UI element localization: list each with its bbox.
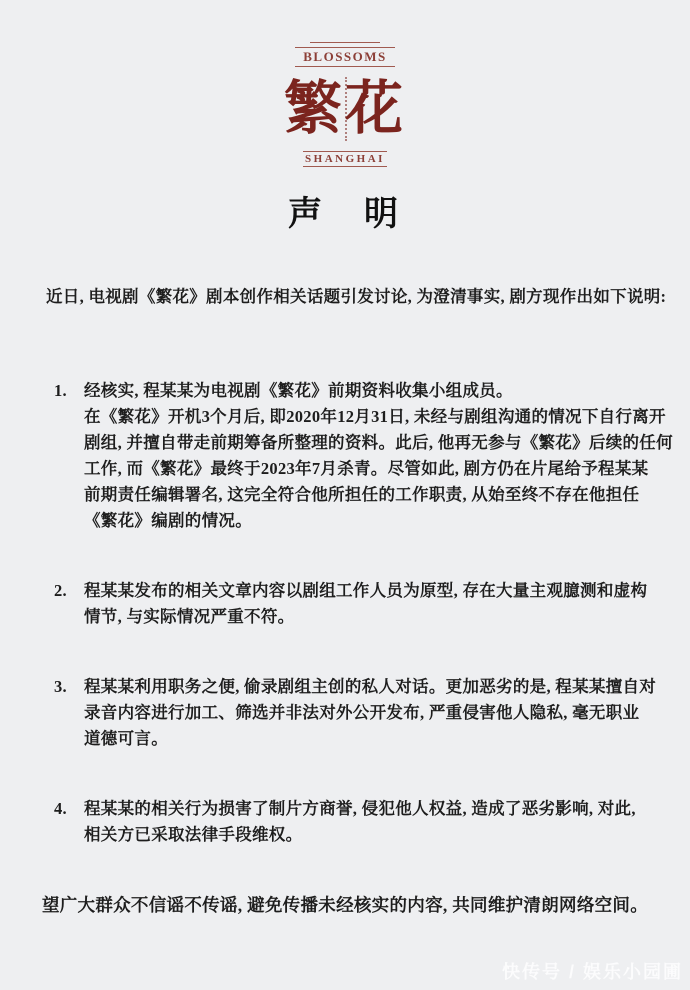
logo-shanghai-text: SHANGHAI (303, 151, 387, 167)
item-number: 1. (54, 380, 67, 400)
item-line: 道德可言。 (84, 728, 168, 748)
item-number: 4. (54, 798, 67, 818)
item-line: 录音内容进行加工、筛选并非法对外公开发布, 严重侵害他人隐私, 毫无职业 (84, 702, 640, 722)
blossoms-logo (270, 0, 420, 167)
item-line: 在《繁花》开机3个月后, 即2020年12月31日, 未经与剧组沟通的情况下自行离开 (84, 406, 666, 426)
statement-title: 声 明 (288, 196, 402, 234)
statement-list (54, 378, 673, 848)
item-text (84, 796, 646, 848)
item-line: 程某某发布的相关文章内容以剧组工作人员为原型, 存在大量主观臆测和虚构 (84, 580, 648, 600)
list-item (54, 378, 673, 534)
item-line: 相关方已采取法律手段维权。 (84, 824, 303, 844)
closing-paragraph: 望广大群众不信谣不传谣, 避免传播未经核实的内容, 共同维护清朗网络空间。 (41, 894, 649, 915)
intro-paragraph: 近日, 电视剧《繁花》剧本创作相关话题引发讨论, 为澄清事实, 剧方现作出如下说明: (46, 286, 667, 306)
item-line: 工作, 而《繁花》最终于2023年7月杀青。尽管如此, 剧方仍在片尾给予程某某 (84, 458, 649, 478)
list-item (54, 578, 646, 630)
item-number: 3. (54, 676, 67, 696)
item-line: 程某某利用职务之便, 偷录剧组主创的私人对话。更加恶劣的是, 程某某擅自对 (84, 676, 657, 696)
list-item (54, 674, 657, 752)
item-text (84, 674, 656, 752)
logo-blossoms-text: BLOSSOMS (295, 47, 395, 67)
item-text (84, 578, 647, 630)
item-text (84, 378, 673, 534)
item-line: 前期责任编辑署名, 这完全符合他所担任的工作职责, 从始至终不存在他担任 (84, 484, 640, 504)
item-line: 情节, 与实际情况严重不符。 (84, 606, 295, 626)
item-line: 经核实, 程某某为电视剧《繁花》前期资料收集小组成员。 (84, 380, 513, 400)
logo-top-rule (310, 42, 380, 43)
item-line: 程某某的相关行为损害了制片方商誉, 侵犯他人权益, 造成了恶劣影响, 对此, (84, 798, 636, 818)
item-number: 2. (54, 580, 67, 600)
list-item (54, 796, 646, 848)
item-line: 剧组, 并擅自带走前期筹备所整理的资料。此后, 他再无参与《繁花》后续的任何 (84, 432, 673, 452)
logo-main-characters: 繁花 (270, 67, 420, 151)
watermark: 快传号 / 娱乐小园圃 (501, 962, 683, 982)
item-line: 《繁花》编剧的情况。 (84, 510, 252, 530)
